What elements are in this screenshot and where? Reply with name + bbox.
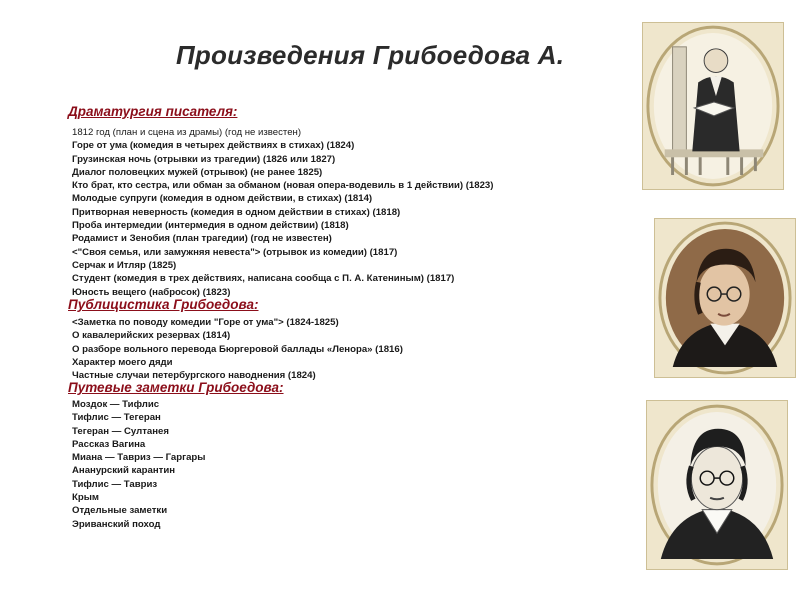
list-item: Тифлис — Тегеран [72, 412, 161, 424]
portrait-with-glasses [654, 218, 796, 378]
portrait-with-glasses-image [655, 219, 795, 377]
dramaturgy-list [72, 126, 493, 299]
list-item: <"Своя семья, или замужняя невеста"> (отрывок из комедии) (1817) [72, 246, 398, 258]
list-item: Грузинская ночь (отрывки из трагедии) (1826 или 1827) [72, 153, 336, 165]
list-item: Диалог половецких мужей (отрывок) (не ранее 1825) [72, 166, 323, 178]
list-item: Рассказ Вагина [72, 438, 146, 450]
list-item: Характер моего дяди [72, 356, 173, 368]
portrait-young-reading-image [643, 23, 783, 189]
list-item: Юность вещего (набросок) (1823) [72, 286, 231, 298]
list-item: О кавалерийских резервах (1814) [72, 330, 231, 342]
list-item: Притворная неверность (комедия в одном действии в стихах) (1818) [72, 206, 401, 218]
list-item: Горе от ума (комедия в четырех действиях в стихах) (1824) [72, 140, 355, 152]
list-item: Студент (комедия в трех действиях, написана сообща с П. А. Катениным) (1817) [72, 273, 455, 285]
travel-list [72, 398, 205, 531]
list-item: 1812 год (план и сцена из драмы) (год не известен) [72, 127, 302, 138]
list-item: Родамист и Зенобия (план трагедии) (год не известен) [72, 233, 332, 245]
list-item: Миана — Тавриз — Гаргары [72, 452, 206, 464]
list-item: Тифлис — Тавриз [72, 478, 158, 490]
section-heading-publicism: Публицистика Грибоедова: [68, 297, 259, 312]
portrait-engraving-image [647, 401, 787, 569]
portrait-engraving [646, 400, 788, 570]
section-heading-travel: Путевые заметки Грибоедова: [68, 380, 284, 395]
list-item: <Заметка по поводу комедии "Горе от ума"> (1824-1825) [72, 317, 339, 328]
list-item: Тегеран — Султанея [72, 425, 169, 437]
list-item: Частные случаи петербургского наводнения (1824) [72, 370, 316, 382]
page-title: Произведения Грибоедова А. [176, 40, 565, 70]
list-item: Моздок — Тифлис [72, 399, 160, 410]
list-item: Серчак и Итляр (1825) [72, 259, 177, 271]
list-item: Отдельные заметки [72, 505, 168, 517]
list-item: Молодые супруги (комедия в одном действии, в стихах) (1814) [72, 193, 373, 205]
section-heading-dramaturgy: Драматургия писателя: [68, 104, 238, 119]
list-item: Кто брат, кто сестра, или обман за обманом (новая опера-водевиль в 1 действии) (1823) [72, 180, 494, 192]
list-item: Ананурский карантин [72, 465, 176, 477]
list-item: Эриванский поход [72, 518, 161, 530]
list-item: Проба интермедии (интермедия в одном действии) (1818) [72, 220, 349, 232]
list-item: О разборе вольного перевода Бюргеровой баллады «Ленора» (1816) [72, 343, 403, 355]
list-item: Крым [72, 492, 100, 504]
publicism-list [72, 316, 403, 382]
portrait-young-reading [642, 22, 784, 190]
